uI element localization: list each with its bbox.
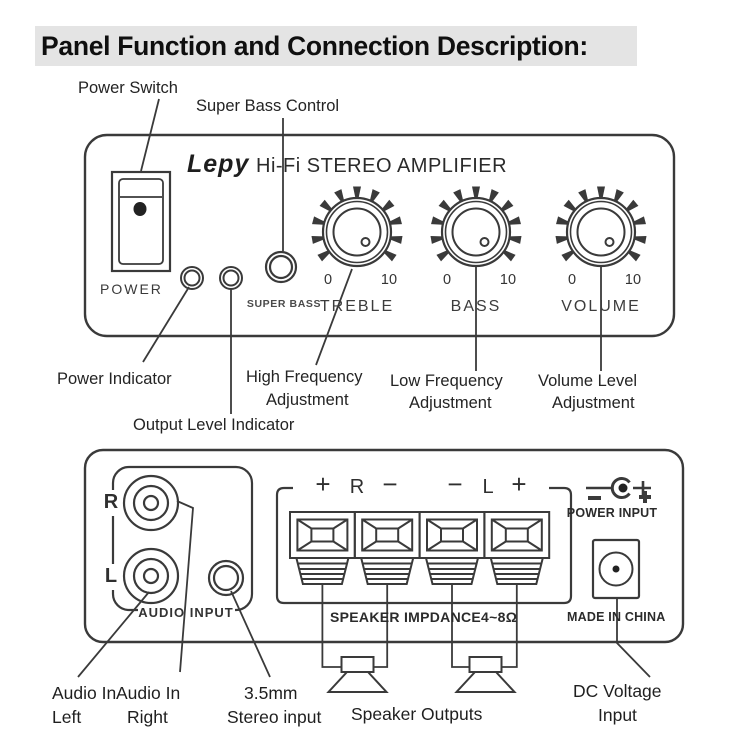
terminal-minus-l: − [447,469,463,499]
treble-knob [311,187,402,267]
rca-jack-right [124,476,178,530]
callout-audio-right-1: Audio In [116,683,181,703]
terminal-label-l: L [482,476,494,498]
volume-knob [555,187,646,267]
treble-label: TREBLE [319,298,395,315]
volume-max: 10 [624,272,642,288]
volume-min: 0 [567,272,577,288]
spring-clip-4 [491,558,543,584]
spring-clip-2 [361,558,413,584]
power-input-label: POWER INPUT [566,506,658,520]
model-name: Hi-Fi STEREO AMPLIFIER [256,155,508,177]
dc-jack [593,540,639,598]
speaker-icon-left [329,657,387,692]
callout-stereo-2: Stereo input [227,707,322,727]
callout-audio-right-2: Right [127,707,168,727]
super-bass-button [266,252,296,282]
terminal-l-plus [484,512,549,558]
callout-volume-2: Adjustment [552,394,635,412]
callout-audio-left-2: Left [52,707,82,727]
power-indicator-led [181,267,203,289]
terminal-r-minus [355,512,420,558]
power-label: POWER [100,281,163,297]
spring-clip-3 [426,558,478,584]
terminal-minus-r: − [382,469,398,499]
callout-power-switch: Power Switch [78,79,178,97]
callout-dc-2: Input [598,705,637,725]
power-switch [112,172,170,271]
rca-right-label: R [103,491,119,513]
stereo-35mm-jack [209,561,243,595]
rca-jack-left [124,549,178,603]
bass-max: 10 [499,272,517,288]
terminal-r-plus [290,512,355,558]
terminal-plus-l: + [511,469,527,499]
callout-super-bass: Super Bass Control [196,97,340,115]
terminal-label-r: R [349,476,365,498]
callout-output-level: Output Level Indicator [133,416,295,434]
brand-logo: Lepy [187,150,250,178]
callout-treble-2: Adjustment [266,391,349,409]
callout-audio-left-1: Audio In [52,683,117,703]
speaker-terminal-bracket [277,488,571,603]
callout-volume-1: Volume Level [538,372,638,390]
bass-label: BASS [450,298,502,315]
callout-bass-1: Low Frequency [390,372,503,390]
speaker-icon-right [457,657,515,692]
callout-power-indicator: Power Indicator [57,370,172,388]
callout-speaker-outputs: Speaker Outputs [351,704,483,724]
bass-min: 0 [442,272,452,288]
volume-label: VOLUME [561,298,641,315]
dc-polarity-icon [586,479,651,504]
super-bass-label: SUPER BASS [246,298,322,310]
callout-dc-1: DC Voltage [573,681,662,701]
terminal-plus-r: + [315,469,331,499]
impedance-label: SPEAKER IMPDANCE4~8Ω [330,609,518,625]
made-in-label: MADE IN CHINA [567,610,666,624]
rca-left-label: L [104,565,118,587]
treble-max: 10 [380,272,398,288]
bass-knob [430,187,521,267]
page-title: Panel Function and Connection Description: [35,26,637,66]
output-level-led [220,267,242,289]
callout-bass-2: Adjustment [409,394,492,412]
callout-stereo-1: 3.5mm [244,683,298,703]
callout-treble-1: High Frequency [246,368,363,386]
audio-input-label: AUDIO INPUT [138,605,234,620]
treble-min: 0 [323,272,333,288]
spring-clip-1 [296,558,348,584]
speaker-wires [322,584,516,667]
terminal-l-minus [420,512,485,558]
